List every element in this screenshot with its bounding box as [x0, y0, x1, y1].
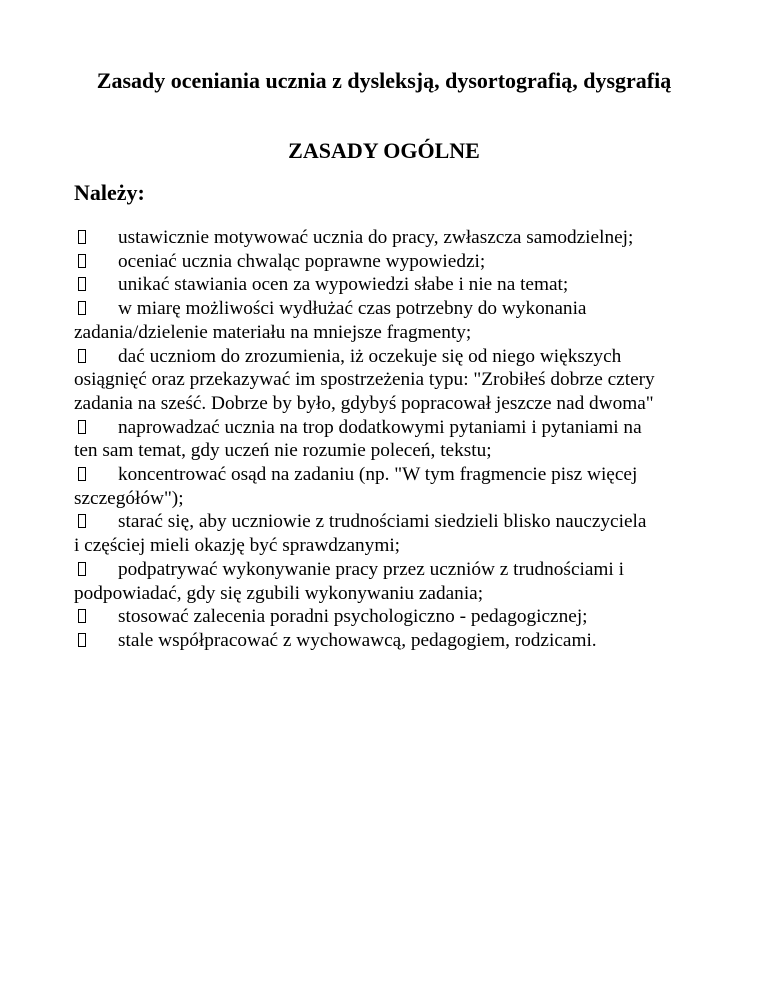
missing-glyph-box-icon — [78, 633, 86, 647]
missing-glyph-box-icon — [78, 562, 86, 576]
list-item-line — [74, 345, 704, 369]
list-item-line — [74, 463, 704, 487]
list-item-line — [74, 226, 704, 250]
list-item-line — [74, 605, 704, 629]
list-item-line — [74, 558, 704, 582]
list-item-line — [74, 582, 704, 606]
missing-glyph-box-icon — [78, 254, 86, 268]
missing-glyph-box-icon — [78, 301, 86, 315]
list-item — [74, 510, 704, 557]
list-item-text: dać uczniom do zrozumienia, iż oczekuje się od niego większych — [118, 345, 622, 367]
list-item-text: oceniać ucznia chwaląc poprawne wypowiedzi; — [118, 250, 486, 272]
list-item-text: podpatrywać wykonywanie pracy przez uczniów z trudnościami i — [118, 558, 624, 580]
list-item-line — [74, 321, 704, 345]
missing-glyph-box-icon — [78, 467, 86, 481]
list-item-line — [74, 368, 704, 392]
list-item-line — [74, 416, 704, 440]
list-item-line — [74, 487, 704, 511]
list-item-text: stosować zalecenia poradni psychologiczno - pedagogicznej; — [118, 606, 588, 628]
list-item — [74, 297, 704, 344]
missing-glyph-box-icon — [78, 230, 86, 244]
list-item-text: naprowadzać ucznia na trop dodatkowymi pytaniami i pytaniami na — [118, 416, 642, 438]
missing-glyph-box-icon — [78, 277, 86, 291]
list-item — [74, 273, 704, 297]
list-item-text: koncentrować osąd na zadaniu (np. "W tym fragmencie pisz więcej — [118, 464, 638, 486]
section-heading: ZASADY OGÓLNE — [288, 138, 480, 163]
list-item-text: szczegółów"); — [74, 487, 184, 509]
list-item-line — [74, 534, 704, 558]
list-item-text: starać się, aby uczniowie z trudnościami siedzieli blisko nauczyciela — [118, 511, 647, 533]
list-item-text: zadania na sześć. Dobrze by było, gdybyś popracował jeszcze nad dwoma" — [74, 392, 654, 414]
list-item-text: ustawicznie motywować ucznia do pracy, zwłaszcza samodzielnej; — [118, 227, 634, 248]
intro-label: Należy: — [74, 180, 145, 205]
list-item — [74, 250, 704, 274]
list-item — [74, 226, 704, 250]
list-item-text: unikać stawiania ocen za wypowiedzi słabe i nie na temat; — [118, 274, 569, 296]
list-item-text: i częściej mieli okazję być sprawdzanymi; — [74, 535, 401, 557]
list-item-line — [74, 273, 704, 297]
list-item — [74, 463, 704, 510]
list-item-line — [74, 439, 704, 463]
missing-glyph-box-icon — [78, 420, 86, 434]
list-item — [74, 416, 704, 463]
list-item-text: zadania/dzielenie materiału na mniejsze fragmenty; — [74, 321, 472, 343]
list-item-line — [74, 392, 704, 416]
missing-glyph-box-icon — [78, 609, 86, 623]
list-item-text: ten sam temat, gdy uczeń nie rozumie poleceń, tekstu; — [74, 440, 492, 462]
list-item — [74, 629, 704, 653]
missing-glyph-box-icon — [78, 349, 86, 363]
list-item-line — [74, 629, 704, 653]
rules-list — [74, 226, 704, 653]
list-item-text: stale współpracować z wychowawcą, pedagogiem, rodzicami. — [118, 629, 597, 651]
list-item-text: osiągnięć oraz przekazywać im spostrzeżenia typu: "Zrobiłeś dobrze cztery — [74, 369, 655, 391]
document-title: Zasady oceniania ucznia z dysleksją, dysortografią, dysgrafią — [96, 68, 672, 93]
missing-glyph-box-icon — [78, 514, 86, 528]
list-item — [74, 345, 704, 416]
list-item-line — [74, 510, 704, 534]
list-item-line — [74, 297, 704, 321]
list-item — [74, 605, 704, 629]
list-item-text: w miarę możliwości wydłużać czas potrzebny do wykonania — [118, 298, 587, 320]
list-item — [74, 558, 704, 605]
list-item-line — [74, 250, 704, 274]
list-item-text: podpowiadać, gdy się zgubili wykonywaniu zadania; — [74, 582, 484, 604]
